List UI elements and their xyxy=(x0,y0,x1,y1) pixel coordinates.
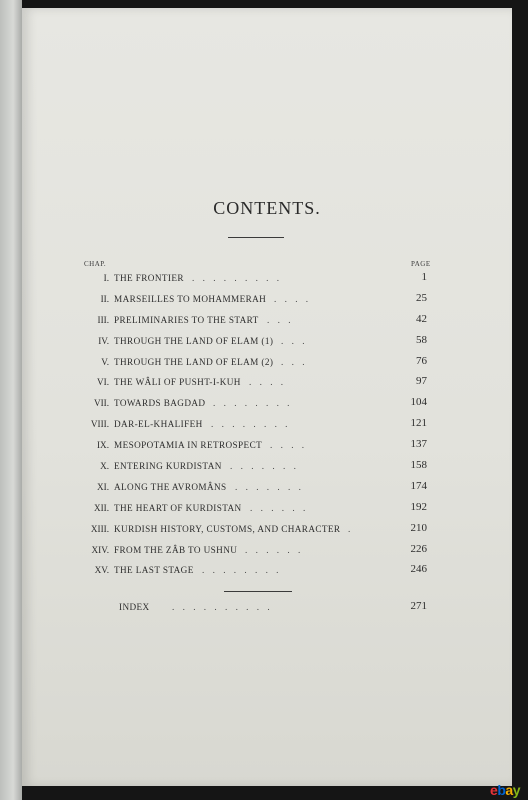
toc-row xyxy=(22,561,512,582)
dot-leader: . . . xyxy=(281,335,308,346)
chapter-number: XI. xyxy=(97,481,109,492)
toc-row xyxy=(22,332,512,353)
toc-row xyxy=(22,373,512,394)
chapter-title: THROUGH THE LAND OF ELAM (1) xyxy=(114,335,274,346)
dot-leader: . . . . xyxy=(249,377,287,388)
chapter-title: THE WÂLI OF PUSHT-I-KUH xyxy=(114,377,241,388)
toc-row xyxy=(22,520,512,541)
toc-row xyxy=(22,541,512,562)
ebay-watermark xyxy=(490,782,520,798)
chapter-page-number: 76 xyxy=(416,354,427,367)
chapter-number: III. xyxy=(97,314,109,325)
chapter-number: I. xyxy=(103,273,109,283)
chapter-page-number: 42 xyxy=(416,312,427,325)
toc-row xyxy=(22,499,512,520)
chapter-column-header: CHAP. xyxy=(84,260,107,268)
toc-row xyxy=(22,290,512,311)
toc-row xyxy=(22,457,512,478)
chapter-number: IX. xyxy=(97,440,109,451)
chapter-page-number: 121 xyxy=(410,417,427,430)
toc-row xyxy=(22,269,512,290)
table-of-contents xyxy=(22,269,512,582)
chapter-number: XII. xyxy=(93,502,109,513)
index-entry xyxy=(22,598,512,618)
chapter-page-number: 158 xyxy=(410,459,427,472)
dot-leader: . . . . . . . xyxy=(230,461,299,472)
chapter-number: XIV. xyxy=(91,544,109,555)
index-label: INDEX xyxy=(119,602,150,612)
chapter-page-number: 58 xyxy=(416,333,427,346)
chapter-title: THE FRONTIER xyxy=(114,273,184,283)
chapter-number: VII. xyxy=(93,398,109,409)
chapter-title: DAR-EL-KHALIFEH xyxy=(114,419,203,430)
chapter-page-number: 246 xyxy=(410,563,427,576)
dot-leader: . . . . . . . xyxy=(235,481,304,492)
dot-leader: . . . . . . xyxy=(250,502,309,513)
dot-leader: . . . . xyxy=(270,440,308,451)
chapter-page-number: 104 xyxy=(410,396,427,409)
chapter-page-number: 174 xyxy=(410,479,427,492)
dot-leader: . . . . . . . . xyxy=(211,419,291,430)
chapter-number: V. xyxy=(101,356,109,367)
toc-row xyxy=(22,478,512,499)
chapter-page-number: 192 xyxy=(410,500,427,513)
chapter-title: THE LAST STAGE xyxy=(114,565,194,576)
chapter-number: II. xyxy=(100,293,109,304)
page-column-header: PAGE xyxy=(411,260,431,268)
index-dot-leader: . . . . . . . . . . xyxy=(172,602,273,612)
chapter-page-number: 25 xyxy=(416,291,427,304)
chapter-title: MESOPOTAMIA IN RETROSPECT xyxy=(114,440,263,451)
chapter-title: KURDISH HISTORY, CUSTOMS, AND CHARACTER xyxy=(114,523,341,534)
dot-leader: . . . . . . . . xyxy=(213,398,293,409)
chapter-title: FROM THE ZÂB TO USHNU xyxy=(114,544,238,555)
chapter-title: ALONG THE AVROMÂNS xyxy=(114,481,227,492)
dot-leader: . . . . xyxy=(274,293,312,304)
chapter-title: MARSEILLES TO MOHAMMERAH xyxy=(114,293,267,304)
dot-leader: . . . xyxy=(267,314,294,325)
facing-page-edge xyxy=(0,0,22,800)
chapter-title: TOWARDS BAGDAD xyxy=(114,398,206,409)
chapter-number: X. xyxy=(100,461,109,472)
chapter-number: IV. xyxy=(98,335,109,346)
chapter-page-number: 137 xyxy=(410,438,427,451)
dot-leader: . . . xyxy=(281,356,308,367)
watermark-letter-y: y xyxy=(512,782,520,798)
dot-leader: . . . . . . . . . xyxy=(192,273,283,283)
chapter-number: XV. xyxy=(94,565,109,576)
chapter-number: VIII. xyxy=(90,419,109,430)
toc-row xyxy=(22,415,512,436)
index-page-number: 271 xyxy=(410,600,427,612)
chapter-page-number: 226 xyxy=(410,542,427,555)
dot-leader: . . . . . . . . xyxy=(202,565,282,576)
chapter-page-number: 210 xyxy=(410,521,427,534)
toc-row xyxy=(22,311,512,332)
dot-leader: . xyxy=(348,523,354,534)
book-page xyxy=(22,8,512,786)
watermark-letter-e: e xyxy=(490,782,498,798)
title-rule xyxy=(228,237,284,238)
watermark-letter-b: b xyxy=(497,782,506,798)
chapter-title: PRELIMINARIES TO THE START xyxy=(114,314,259,325)
chapter-page-number: 97 xyxy=(416,375,427,388)
chapter-title: THE HEART OF KURDISTAN xyxy=(114,502,242,513)
toc-row xyxy=(22,394,512,415)
toc-row xyxy=(22,436,512,457)
toc-row xyxy=(22,353,512,374)
watermark-letter-a: a xyxy=(505,782,513,798)
chapter-title: ENTERING KURDISTAN xyxy=(114,461,222,472)
dot-leader: . . . . . . xyxy=(245,544,304,555)
chapter-number: XIII. xyxy=(90,523,109,534)
index-rule xyxy=(224,591,292,592)
page-title: CONTENTS. xyxy=(213,198,321,218)
chapter-title: THROUGH THE LAND OF ELAM (2) xyxy=(114,356,274,367)
chapter-number: VI. xyxy=(97,377,109,388)
chapter-page-number: 1 xyxy=(421,271,427,283)
